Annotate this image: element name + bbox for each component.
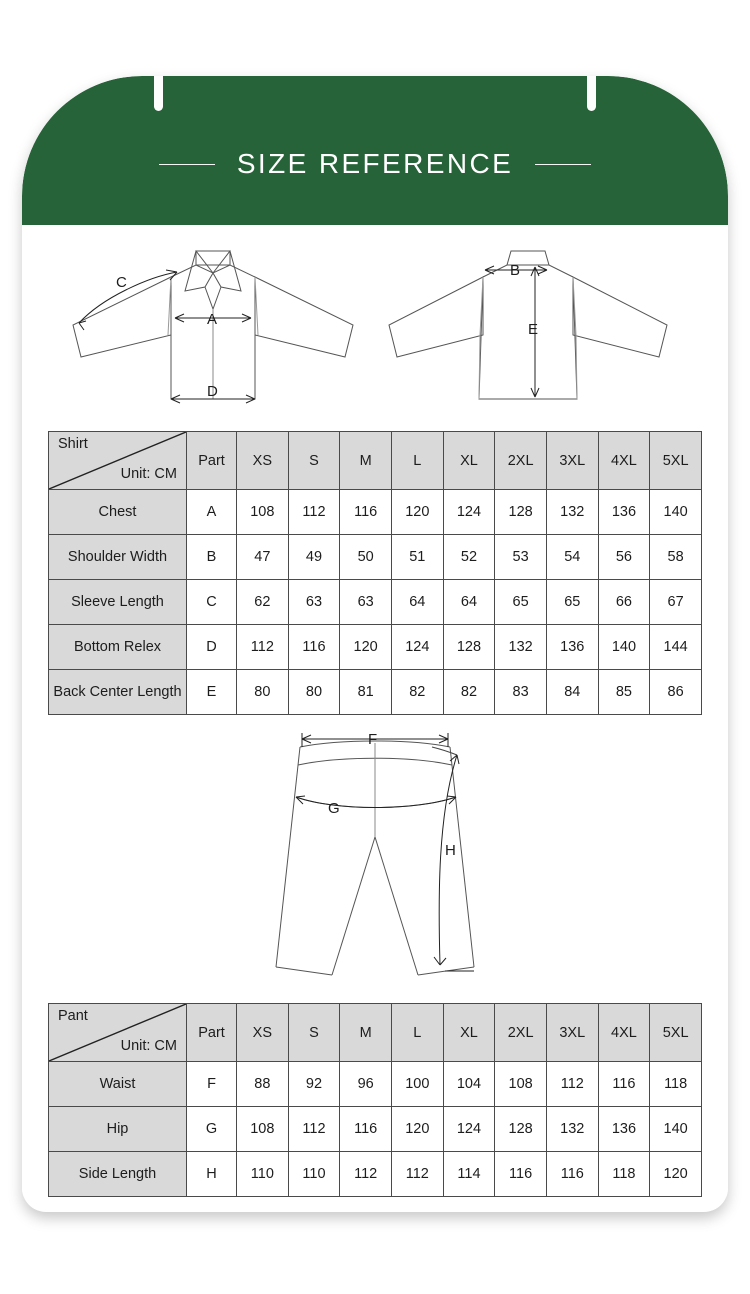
shirt-row-part: B — [187, 535, 237, 580]
hanger-notch-right-icon — [587, 76, 596, 111]
pant-row-part: G — [187, 1107, 237, 1152]
cell-value: 82 — [443, 670, 495, 715]
cell-value: 64 — [391, 580, 443, 625]
cell-value: 136 — [546, 625, 598, 670]
pant-label-f: F — [368, 731, 378, 748]
shirt-table-header-row — [49, 432, 702, 490]
cell-value: 112 — [391, 1152, 443, 1197]
cell-value: 56 — [598, 535, 650, 580]
shirt-back-label-b: B — [510, 262, 521, 279]
cell-value: 116 — [546, 1152, 598, 1197]
cell-value: 80 — [237, 670, 289, 715]
pant-row-label: Hip — [49, 1107, 187, 1152]
cell-value: 112 — [288, 1107, 340, 1152]
shirt-figures — [22, 225, 728, 419]
pant-figure — [22, 715, 728, 997]
cell-value: 100 — [391, 1062, 443, 1107]
shirt-row-label: Bottom Relex — [49, 625, 187, 670]
pant-col-m: M — [340, 1004, 392, 1062]
cell-value: 124 — [443, 490, 495, 535]
header-title-row — [22, 148, 728, 180]
shirt-front-diagram — [53, 239, 373, 419]
cell-value: 62 — [237, 580, 289, 625]
pant-table-corner-bottom-label: Unit: CM — [120, 1037, 177, 1054]
shirt-table-corner-cell — [49, 432, 187, 490]
size-reference-card — [22, 76, 728, 1212]
cell-value: 47 — [237, 535, 289, 580]
pant-col-xl: XL — [443, 1004, 495, 1062]
table-row — [49, 1062, 702, 1107]
cell-value: 81 — [340, 670, 392, 715]
cell-value: 65 — [546, 580, 598, 625]
pant-diagram — [260, 725, 490, 997]
cell-value: 116 — [495, 1152, 547, 1197]
shirt-col-5xl: 5XL — [650, 432, 702, 490]
pant-row-part: F — [187, 1062, 237, 1107]
pant-table-header-row — [49, 1004, 702, 1062]
cell-value: 64 — [443, 580, 495, 625]
shirt-row-label: Shoulder Width — [49, 535, 187, 580]
cell-value: 49 — [288, 535, 340, 580]
cell-value: 85 — [598, 670, 650, 715]
shirt-back-diagram — [387, 239, 697, 419]
cell-value: 63 — [340, 580, 392, 625]
cell-value: 108 — [495, 1062, 547, 1107]
cell-value: 66 — [598, 580, 650, 625]
cell-value: 120 — [340, 625, 392, 670]
cell-value: 136 — [598, 490, 650, 535]
cell-value: 116 — [340, 1107, 392, 1152]
cell-value: 104 — [443, 1062, 495, 1107]
table-row — [49, 1152, 702, 1197]
pant-col-part: Part — [187, 1004, 237, 1062]
shirt-col-3xl: 3XL — [546, 432, 598, 490]
cell-value: 128 — [495, 490, 547, 535]
shirt-col-xs: XS — [237, 432, 289, 490]
cell-value: 132 — [546, 490, 598, 535]
shirt-col-4xl: 4XL — [598, 432, 650, 490]
cell-value: 144 — [650, 625, 702, 670]
shirt-col-part: Part — [187, 432, 237, 490]
cell-value: 140 — [598, 625, 650, 670]
cell-value: 118 — [650, 1062, 702, 1107]
cell-value: 124 — [443, 1107, 495, 1152]
shirt-col-2xl: 2XL — [495, 432, 547, 490]
shirt-row-label: Back Center Length — [49, 670, 187, 715]
table-row — [49, 535, 702, 580]
shirt-col-xl: XL — [443, 432, 495, 490]
cell-value: 63 — [288, 580, 340, 625]
card-body — [22, 225, 728, 1197]
pant-col-s: S — [288, 1004, 340, 1062]
shirt-row-part: D — [187, 625, 237, 670]
shirt-size-table — [48, 431, 702, 715]
shirt-row-part: E — [187, 670, 237, 715]
pant-col-4xl: 4XL — [598, 1004, 650, 1062]
pant-label-g: G — [328, 800, 340, 817]
pant-label-h: H — [445, 842, 456, 859]
cell-value: 114 — [443, 1152, 495, 1197]
table-row — [49, 490, 702, 535]
cell-value: 116 — [598, 1062, 650, 1107]
table-row — [49, 625, 702, 670]
hanger-notch-left-icon — [154, 76, 163, 111]
pant-row-part: H — [187, 1152, 237, 1197]
shirt-table-corner-bottom-label: Unit: CM — [120, 465, 177, 482]
shirt-row-part: C — [187, 580, 237, 625]
cell-value: 54 — [546, 535, 598, 580]
cell-value: 110 — [237, 1152, 289, 1197]
cell-value: 112 — [288, 490, 340, 535]
pant-size-table — [48, 1003, 702, 1197]
table-row — [49, 1107, 702, 1152]
cell-value: 120 — [391, 490, 443, 535]
cell-value: 136 — [598, 1107, 650, 1152]
cell-value: 88 — [237, 1062, 289, 1107]
page-title: SIZE REFERENCE — [236, 148, 514, 179]
cell-value: 110 — [288, 1152, 340, 1197]
shirt-table-corner-top-label: Shirt — [58, 436, 88, 452]
shirt-back-label-e: E — [528, 321, 539, 338]
cell-value: 83 — [495, 670, 547, 715]
shirt-col-s: S — [288, 432, 340, 490]
pant-col-2xl: 2XL — [495, 1004, 547, 1062]
pant-table-corner-top-label: Pant — [58, 1008, 88, 1024]
cell-value: 96 — [340, 1062, 392, 1107]
cell-value: 128 — [443, 625, 495, 670]
pant-table-wrap — [22, 1003, 728, 1197]
cell-value: 108 — [237, 490, 289, 535]
cell-value: 50 — [340, 535, 392, 580]
cell-value: 86 — [650, 670, 702, 715]
pant-col-5xl: 5XL — [650, 1004, 702, 1062]
cell-value: 120 — [391, 1107, 443, 1152]
shirt-col-l: L — [391, 432, 443, 490]
shirt-front-label-a: A — [207, 311, 218, 328]
table-row — [49, 580, 702, 625]
cell-value: 112 — [546, 1062, 598, 1107]
cell-value: 58 — [650, 535, 702, 580]
card-header — [22, 76, 728, 225]
table-row — [49, 670, 702, 715]
cell-value: 52 — [443, 535, 495, 580]
cell-value: 65 — [495, 580, 547, 625]
cell-value: 67 — [650, 580, 702, 625]
cell-value: 128 — [495, 1107, 547, 1152]
cell-value: 51 — [391, 535, 443, 580]
cell-value: 92 — [288, 1062, 340, 1107]
pant-col-xs: XS — [237, 1004, 289, 1062]
shirt-table-wrap — [22, 431, 728, 715]
pant-table-corner-cell — [49, 1004, 187, 1062]
cell-value: 118 — [598, 1152, 650, 1197]
pant-col-3xl: 3XL — [546, 1004, 598, 1062]
shirt-front-label-d: D — [207, 383, 218, 400]
cell-value: 120 — [650, 1152, 702, 1197]
title-rule-right-icon — [535, 164, 591, 165]
shirt-row-part: A — [187, 490, 237, 535]
pant-row-label: Waist — [49, 1062, 187, 1107]
shirt-front-label-c: C — [116, 274, 127, 291]
cell-value: 132 — [546, 1107, 598, 1152]
cell-value: 112 — [340, 1152, 392, 1197]
shirt-row-label: Chest — [49, 490, 187, 535]
cell-value: 132 — [495, 625, 547, 670]
title-rule-left-icon — [159, 164, 215, 165]
shirt-col-m: M — [340, 432, 392, 490]
cell-value: 108 — [237, 1107, 289, 1152]
cell-value: 53 — [495, 535, 547, 580]
cell-value: 140 — [650, 490, 702, 535]
cell-value: 116 — [288, 625, 340, 670]
cell-value: 116 — [340, 490, 392, 535]
cell-value: 82 — [391, 670, 443, 715]
pant-col-l: L — [391, 1004, 443, 1062]
shirt-row-label: Sleeve Length — [49, 580, 187, 625]
cell-value: 140 — [650, 1107, 702, 1152]
cell-value: 84 — [546, 670, 598, 715]
cell-value: 124 — [391, 625, 443, 670]
cell-value: 80 — [288, 670, 340, 715]
cell-value: 112 — [237, 625, 289, 670]
pant-row-label: Side Length — [49, 1152, 187, 1197]
